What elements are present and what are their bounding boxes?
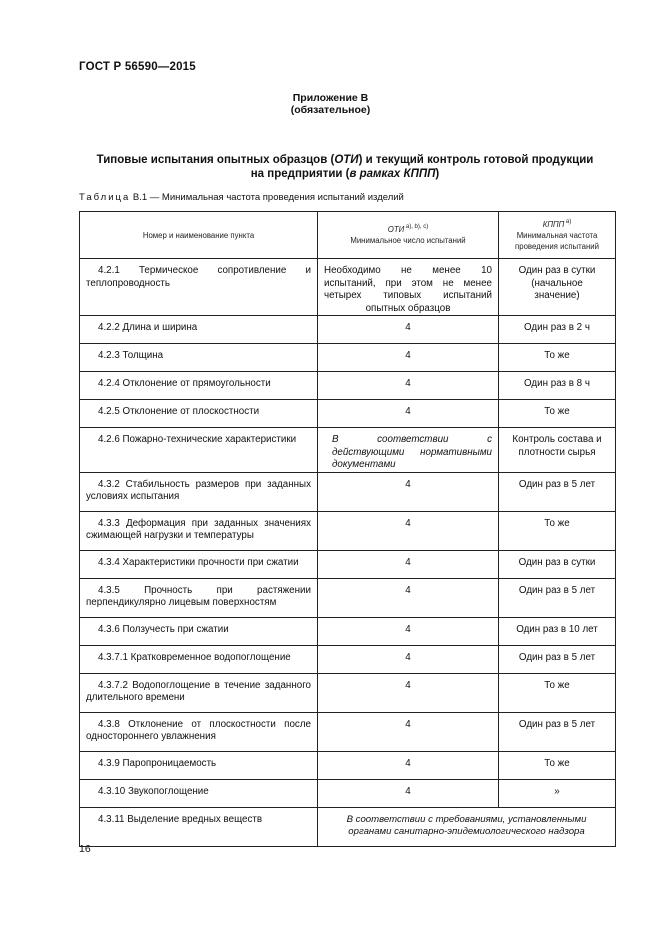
section-title-kppp: в рамках КППП [349,168,436,180]
cell-oti: 4 [318,511,499,550]
table-row [80,751,616,779]
cell-oti: 4 [318,712,499,751]
appendix-note: (обязательное) [290,104,371,116]
table-row [80,428,616,473]
table-caption-text: В.1 — Минимальная частота проведения испытаний изделий [130,192,404,203]
header-kppp [499,212,616,259]
table-row [80,578,616,617]
header-oti-text: Минимальное число испытаний [350,236,466,245]
table-row [80,372,616,400]
cell-oti: 4 [318,316,499,344]
header-kppp-text: Минимальная частота проведения испытаний [515,230,599,251]
header-kppp-abbr: КППП [542,219,565,229]
cell-oti: 4 [318,400,499,428]
cell-item [80,779,318,807]
cell-item-text: 4.3.2 Стабильность размеров при заданных условиях испытания [86,478,311,502]
header-oti [318,212,499,259]
cell-item-text: 4.3.10 Звукопоглощение [98,785,209,797]
cell-kppp: » [499,779,616,807]
cell-kppp: То же [499,673,616,712]
cell-oti: 4 [318,645,499,673]
cell-item [80,712,318,751]
section-title-text: Типовые испытания опытных образцов ( [96,154,335,166]
table-row [80,472,616,511]
cell-item [80,645,318,673]
cell-kppp: Один раз в 5 лет [499,578,616,617]
table-row [80,617,616,645]
table-caption-label: Таблица [79,192,131,203]
section-title [90,153,600,181]
cell-item [80,428,318,473]
cell-kppp: То же [499,400,616,428]
cell-item-text: 4.2.4 Отклонение от прямоугольности [98,378,271,389]
table-row [80,344,616,372]
table-row [80,550,616,578]
cell-item [80,372,318,400]
cell-oti: 4 [318,372,499,400]
standard-designation: ГОСТ Р 56590—2015 [79,61,196,73]
cell-kppp: Один раз в сутки [499,550,616,578]
section-title-text: ) и текущий контроль готовой продукции [358,154,594,166]
header-kppp-footnote: а) [564,218,572,225]
cell-item [80,751,318,779]
cell-kppp: Один раз в 5 лет [499,712,616,751]
table-row [80,316,616,344]
cell-oti: 4 [318,779,499,807]
cell-oti: В соответствии с действующими нормативными документами [318,428,499,473]
cell-item-text: 4.2.6 Пожарно-технические характеристики [98,434,297,445]
cell-oti: 4 [318,472,499,511]
page-number: 16 [79,843,91,855]
cell-item [80,617,318,645]
section-title-line1 [90,153,600,167]
cell-merged-requirement: В соответствии с требованиями, установленными органами санитарно-эпидемиологического надзора [318,807,616,846]
appendix-title: Приложение В [292,92,369,104]
section-title-line2 [90,167,600,181]
header-oti-footnote: а), b), с) [404,224,429,230]
cell-item-text: 4.3.7.1 Кратковременное водопоглощение [98,651,291,663]
header-oti-abbr: ОТИ [387,225,405,234]
cell-item [80,344,318,372]
cell-kppp: Один раз в 8 ч [499,372,616,400]
section-title-oti: ОТИ [334,154,359,166]
cell-item [80,259,318,316]
cell-oti: 4 [318,344,499,372]
table-row [80,779,616,807]
cell-oti: 4 [318,550,499,578]
cell-item-text: 4.2.1 Термическое сопротивление и теплопроводность [86,265,311,289]
cell-kppp: Один раз в 2 ч [499,316,616,344]
test-frequency-table [79,211,616,847]
cell-kppp: Один раз в 5 лет [499,472,616,511]
cell-item-text: 4.2.3 Толщина [98,350,164,361]
cell-item-text: 4.3.3 Деформация при заданных значениях сжимающей нагрузки и температуры [86,517,311,541]
section-title-text: ) [435,168,440,180]
cell-item-text: 4.3.8 Отклонение от плоскостности после одностороннего увлажнения [86,718,311,742]
cell-item-text: 4.2.5 Отклонение от плоскостности [98,406,260,417]
cell-item [80,511,318,550]
cell-item-text: 4.2.2 Длина и ширина [98,322,198,333]
table-header-row [80,212,616,259]
cell-kppp: Контроль состава и плотности сырья [499,428,616,473]
cell-item [80,807,318,846]
cell-oti: 4 [318,617,499,645]
cell-oti: 4 [318,578,499,617]
cell-item-text: 4.3.6 Ползучесть при сжатии [98,623,229,635]
table-row [80,645,616,673]
cell-kppp: То же [499,344,616,372]
table-caption [79,192,404,203]
cell-item [80,316,318,344]
cell-oti: 4 [318,751,499,779]
cell-item [80,472,318,511]
cell-item-text: 4.3.9 Паропроницаемость [98,757,217,769]
cell-item [80,400,318,428]
table-row [80,511,616,550]
table-row [80,807,616,846]
cell-oti: Необходимо не менее 10 испытаний, при этом не менее четырех типовых испытаний опытных образцов [318,259,499,316]
table-row [80,673,616,712]
cell-item [80,673,318,712]
table-row [80,259,616,316]
cell-kppp: То же [499,511,616,550]
cell-item-text: 4.3.5 Прочность при растяжении перпендикулярно лицевым поверхностям [86,584,311,608]
cell-item-text: 4.3.4 Характеристики прочности при сжатии [98,556,299,568]
cell-item-text: 4.3.7.2 Водопоглощение в течение заданного длительного времени [86,679,311,703]
cell-kppp: То же [499,751,616,779]
cell-item [80,578,318,617]
table-row [80,712,616,751]
section-title-text: на предприятии ( [250,168,350,180]
header-item: Номер и наименование пункта [80,212,318,259]
cell-kppp: Один раз в 10 лет [499,617,616,645]
table-row [80,400,616,428]
cell-item [80,550,318,578]
cell-item-text: 4.3.11 Выделение вредных веществ [98,813,263,825]
cell-kppp: Один раз в 5 лет [499,645,616,673]
cell-oti: 4 [318,673,499,712]
cell-kppp: Один раз в сутки (начальное значение) [499,259,616,316]
